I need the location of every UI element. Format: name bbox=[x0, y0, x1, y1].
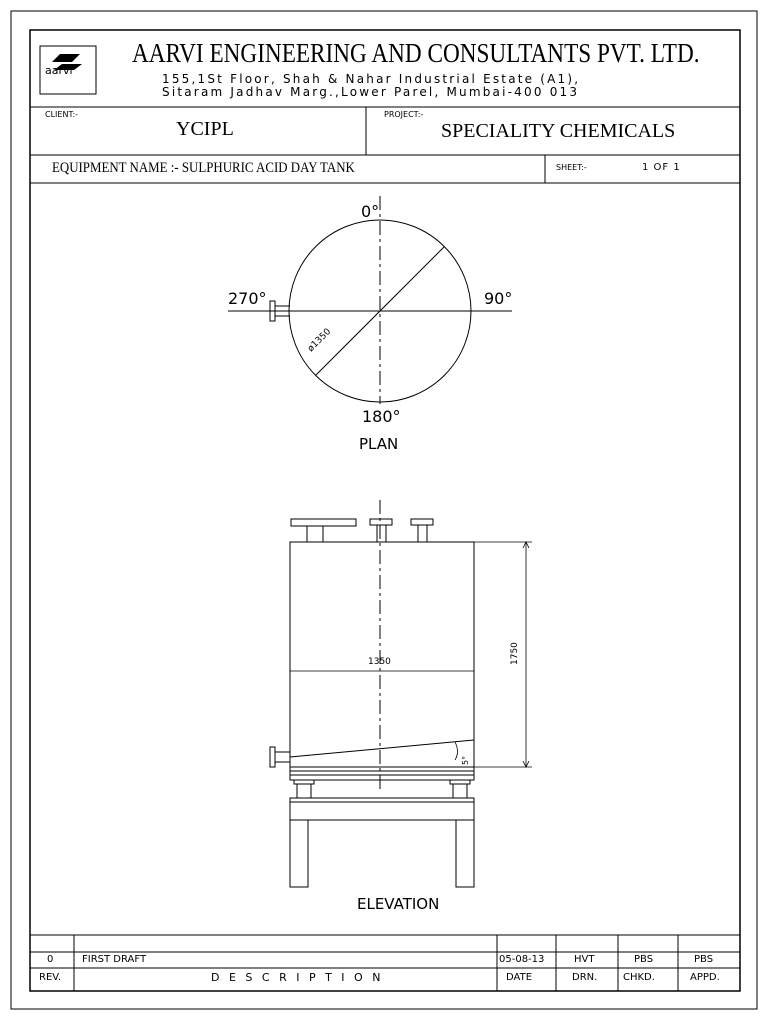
rev-header-rev: REV. bbox=[39, 972, 61, 983]
company-name: AARVI ENGINEERING AND CONSULTANTS PVT. LTD. bbox=[132, 38, 700, 68]
rev-row-0-drn: HVT bbox=[574, 954, 595, 965]
rev-row-0-date: 05-08-13 bbox=[499, 954, 545, 965]
client-value: YCIPL bbox=[176, 118, 234, 140]
elevation-height: 1750 bbox=[510, 642, 520, 665]
elevation-slope: 5° bbox=[461, 755, 470, 765]
plan-angle-left: 270° bbox=[228, 289, 267, 308]
company-address-line1: 155,1St Floor, Shah & Nahar Industrial Estate (A1), bbox=[162, 72, 581, 86]
plan-angle-top: 0° bbox=[361, 202, 380, 221]
equipment-name: EQUIPMENT NAME :- SULPHURIC ACID DAY TANK bbox=[52, 160, 355, 176]
rev-row-0-rev: 0 bbox=[47, 954, 54, 965]
rev-row-0-appd: PBS bbox=[694, 954, 714, 965]
rev-row-0-description: FIRST DRAFT bbox=[82, 954, 147, 965]
elevation-view bbox=[270, 500, 532, 887]
elevation-title: ELEVATION bbox=[357, 895, 440, 913]
plan-angle-bottom: 180° bbox=[362, 407, 401, 426]
project-label: PROJECT:- bbox=[384, 110, 424, 119]
rev-header-description: D E S C R I P T I O N bbox=[211, 971, 384, 984]
project-value: SPECIALITY CHEMICALS bbox=[441, 120, 676, 142]
plan-title: PLAN bbox=[359, 435, 399, 453]
rev-header-drn: DRN. bbox=[572, 972, 598, 983]
sheet-label: SHEET:- bbox=[556, 163, 587, 172]
plan-angle-right: 90° bbox=[484, 289, 513, 308]
rev-header-date: DATE bbox=[506, 972, 533, 983]
logo-text: aarvi bbox=[45, 64, 73, 77]
rev-row-0-chkd: PBS bbox=[634, 954, 654, 965]
elevation-width: 1350 bbox=[368, 657, 391, 667]
rev-header-chkd: CHKD. bbox=[623, 972, 655, 983]
client-label: CLIENT:- bbox=[45, 110, 79, 119]
sheet-value: 1 OF 1 bbox=[642, 162, 681, 173]
rev-header-appd: APPD. bbox=[690, 972, 720, 983]
plan-diameter: ø1350 bbox=[306, 326, 334, 355]
plan-view bbox=[228, 196, 512, 404]
company-address-line2: Sitaram Jadhav Marg.,Lower Parel, Mumbai-400 013 bbox=[162, 85, 580, 99]
